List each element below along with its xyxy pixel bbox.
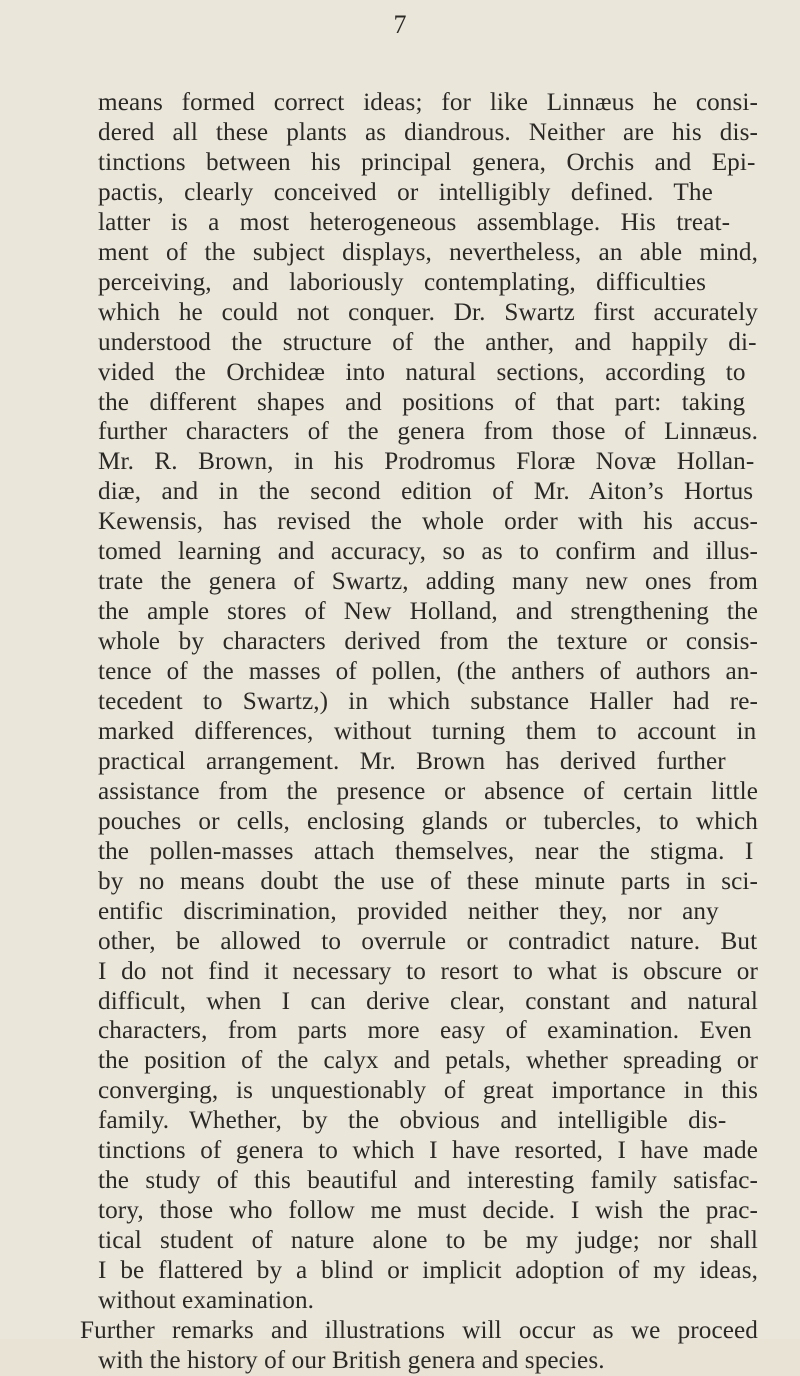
text-line: converging, is unquestionably of great importance in this: [98, 1077, 758, 1105]
text-line: perceiving, and laboriously contemplating, difficulties: [98, 268, 707, 296]
text-line: by no means doubt the use of these minute parts in sci-: [98, 867, 758, 895]
text-line: I do not find it necessary to resort to what is obscure or: [98, 957, 758, 985]
text-line: pactis, clearly conceived or intelligibly defined. The: [98, 178, 713, 206]
text-line: the study of this beautiful and interesting family satisfac-: [98, 1167, 758, 1195]
text-line: diæ, and in the second edition of Mr. Aiton’s Hortus: [98, 478, 754, 506]
page-number: 7: [393, 10, 407, 39]
text-line: dered all these plants as diandrous. Neither are his dis-: [98, 118, 758, 146]
text-line: vided the Orchideæ into natural sections, according to: [98, 358, 746, 386]
text-line: tomed learning and accuracy, so as to confirm and illus-: [98, 538, 758, 566]
text-line: tence of the masses of pollen, (the anthers of authors an-: [98, 658, 758, 686]
text-line: latter is a most heterogeneous assemblage. His treat-: [98, 208, 731, 236]
text-line: the different shapes and positions of that part: taking: [98, 388, 746, 416]
text-line: which he could not conquer. Dr. Swartz first accurately: [98, 298, 758, 326]
text-line: trate the genera of Swartz, adding many new ones from: [98, 568, 758, 596]
text-line: Kewensis, has revised the whole order with his accus-: [98, 508, 758, 536]
text-line: whole by characters derived from the texture or consis-: [98, 628, 758, 656]
text-line: practical arrangement. Mr. Brown has derived further: [98, 747, 726, 775]
text-line: understood the structure of the anther, and happily di-: [98, 328, 757, 356]
text-line: means formed correct ideas; for like Linnæus he consi-: [98, 89, 758, 116]
text-line: other, be allowed to overrule or contradict nature. But: [98, 927, 758, 955]
text-line: Further remarks and illustrations will occur as we proceed: [80, 1316, 758, 1344]
text-line: Mr. R. Brown, in his Prodromus Floræ Novæ Hollan-: [98, 448, 755, 476]
text-line: with the history of our British genera and species.: [98, 1346, 605, 1374]
text-line: marked differences, without turning them to account in: [98, 717, 757, 745]
text-line: tinctions between his principal genera, Orchis and Epi-: [98, 148, 756, 176]
text-line: characters, from parts more easy of examination. Even: [98, 1017, 752, 1045]
text-line: pouches or cells, enclosing glands or tubercles, to which: [98, 807, 758, 835]
text-line: entific discrimination, provided neither they, nor any: [98, 897, 719, 925]
text-line: family. Whether, by the obvious and intelligible dis-: [98, 1107, 727, 1135]
text-line: without examination.: [98, 1287, 315, 1314]
text-line: the pollen-masses attach themselves, near the stigma. I: [98, 837, 754, 865]
text-line: I be flattered by a blind or implicit adoption of my ideas,: [98, 1257, 758, 1285]
text-line: the ample stores of New Holland, and strengthening the: [98, 598, 758, 626]
text-line: tical student of nature alone to be my judge; nor shall: [98, 1227, 758, 1255]
text-line: tory, those who follow me must decide. I wish the prac-: [98, 1197, 758, 1225]
text-line: tecedent to Swartz,) in which substance Haller had re-: [98, 688, 758, 715]
text-line: ment of the subject displays, nevertheless, an able mind,: [98, 238, 758, 266]
text-line: tinctions of genera to which I have resorted, I have made: [98, 1137, 758, 1165]
text-line: further characters of the genera from those of Linnæus.: [98, 418, 758, 446]
text-line: assistance from the presence or absence of certain little: [98, 777, 758, 805]
text-line: the position of the calyx and petals, whether spreading or: [98, 1047, 758, 1075]
text-line: difficult, when I can derive clear, constant and natural: [98, 987, 758, 1015]
